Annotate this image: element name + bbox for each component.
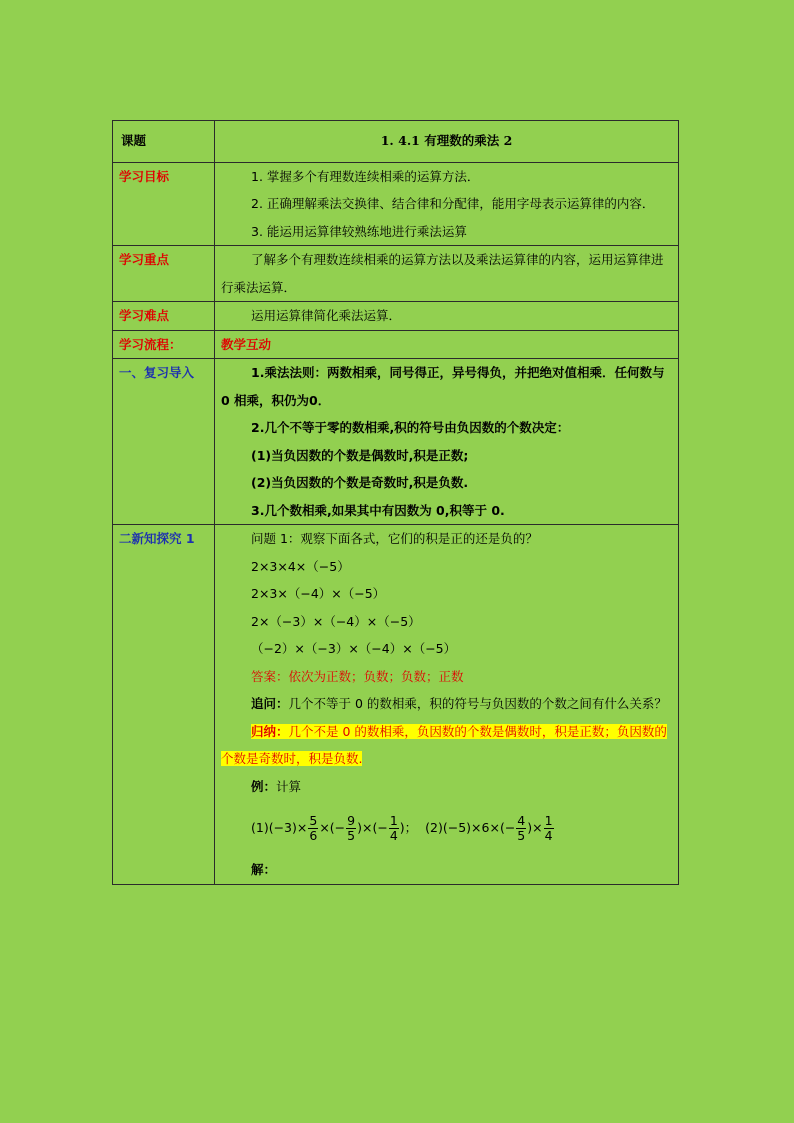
process-value: 教学互动 [221, 336, 272, 352]
numerator: 1 [389, 812, 398, 828]
goals-label-cell [113, 162, 215, 246]
explore-row [113, 525, 679, 885]
summary-body: 几个不是 0 的数相乘，负因数的个数是偶数时，积是正数；负因数的个数是奇数时，积是负数. [221, 723, 667, 766]
goals-label: 学习目标 [119, 168, 170, 184]
key-points-label: 学习重点 [119, 252, 170, 267]
topic-label: 课题 [113, 121, 215, 163]
explore-label-cell [113, 525, 215, 885]
key-points-row [113, 246, 679, 302]
difficulties-content [215, 302, 679, 331]
example-prefix: 例： [251, 778, 277, 794]
goal-item: 3. 能运用运算律较熟练地进行乘法运算 [251, 223, 467, 239]
difficulties-label: 学习难点 [119, 308, 170, 323]
lesson-title: 1. 4.1 有理数的乘法 2 [215, 121, 679, 163]
p1-mid-2: )×(− [357, 820, 388, 836]
denominator: 6 [309, 827, 318, 843]
explore-content [215, 525, 679, 885]
summary-prefix: 归纳： [251, 723, 289, 739]
p2-mid-1: )× [527, 820, 543, 836]
denominator: 5 [517, 827, 526, 843]
denominator: 4 [389, 827, 398, 843]
process-label: 学习流程： [119, 336, 182, 352]
example-text [221, 773, 672, 801]
difficulties-label-cell [113, 302, 215, 331]
p2-lead: (2)(−5)×6×(− [425, 820, 516, 836]
example-problems [251, 804, 672, 852]
example-body: 计算 [276, 778, 302, 794]
solution-label: 解： [251, 862, 277, 877]
numerator: 9 [347, 812, 356, 828]
expression: 2×3×4×（−5） [251, 558, 350, 574]
expression: （−2）×（−3）×（−4）×（−5） [251, 641, 457, 656]
p1-mid-1: ×(− [319, 820, 346, 836]
review-row [113, 359, 679, 525]
followup-body: 几个不等于 0 的数相乘，积的符号与负因数的个数之间有什么关系？ [288, 696, 667, 711]
denominator: 5 [347, 827, 356, 843]
header-row [113, 121, 679, 163]
process-row [113, 330, 679, 359]
difficulties-text: 运用运算律简化乘法运算． [251, 308, 402, 323]
summary-text [221, 718, 672, 773]
difficulties-row [113, 302, 679, 331]
followup-text [221, 690, 672, 718]
explore-label: 二新知探究 1 [119, 531, 195, 546]
key-points-label-cell [113, 246, 215, 302]
question-text: 问题 1：观察下面各式，它们的积是正的还是负的？ [251, 531, 538, 546]
process-value-cell [215, 330, 679, 359]
numerator: 4 [517, 812, 526, 828]
denominator: 4 [544, 827, 553, 843]
key-points-text: 了解多个有理数连续相乘的运算方法以及乘法运算律的内容，运用运算律进行乘法运算． [221, 252, 664, 295]
review-label-cell [113, 359, 215, 525]
p1-fraction-2 [346, 814, 356, 843]
goal-item: 1. 掌握多个有理数连续相乘的运算方法． [251, 168, 480, 184]
lesson-plan-table [112, 120, 679, 885]
key-points-content [215, 246, 679, 302]
numerator: 5 [309, 812, 318, 828]
p1-tail: )； [399, 820, 418, 836]
goal-item: 2. 正确理解乘法交换律、结合律和分配律，能用字母表示运算律的内容． [251, 196, 655, 211]
review-line: 2.几个不等于零的数相乘,积的符号由负因数的个数决定： [251, 420, 570, 435]
review-line: 3.几个数相乘,如果其中有因数为 0,积等于 0. [251, 502, 505, 518]
p2-fraction-1 [516, 814, 526, 843]
p2-fraction-2 [544, 814, 554, 843]
review-line: (2)当负因数的个数是奇数时,积是负数. [251, 475, 469, 490]
numerator: 1 [544, 812, 553, 828]
p1-lead: (1)(−3)× [251, 820, 308, 836]
goals-row [113, 162, 679, 246]
review-line: 1.乘法法则：两数相乘，同号得正，异号得负，并把绝对值相乘．任何数与0 相乘，积仍为0． [221, 365, 665, 408]
answer-text: 答案：依次为正数；负数；负数；正数 [251, 668, 464, 684]
followup-prefix: 追问： [251, 696, 289, 711]
review-label: 一、复习导入 [119, 365, 195, 380]
process-label-cell [113, 330, 215, 359]
p1-fraction-1 [308, 814, 318, 843]
goals-content [215, 162, 679, 246]
p1-fraction-3 [389, 814, 399, 843]
expression: 2×3×（−4）×（−5） [251, 586, 386, 601]
review-line: (1)当负因数的个数是偶数时,积是正数; [251, 447, 469, 463]
review-content [215, 359, 679, 525]
expression: 2×（−3）×（−4）×（−5） [251, 613, 421, 629]
